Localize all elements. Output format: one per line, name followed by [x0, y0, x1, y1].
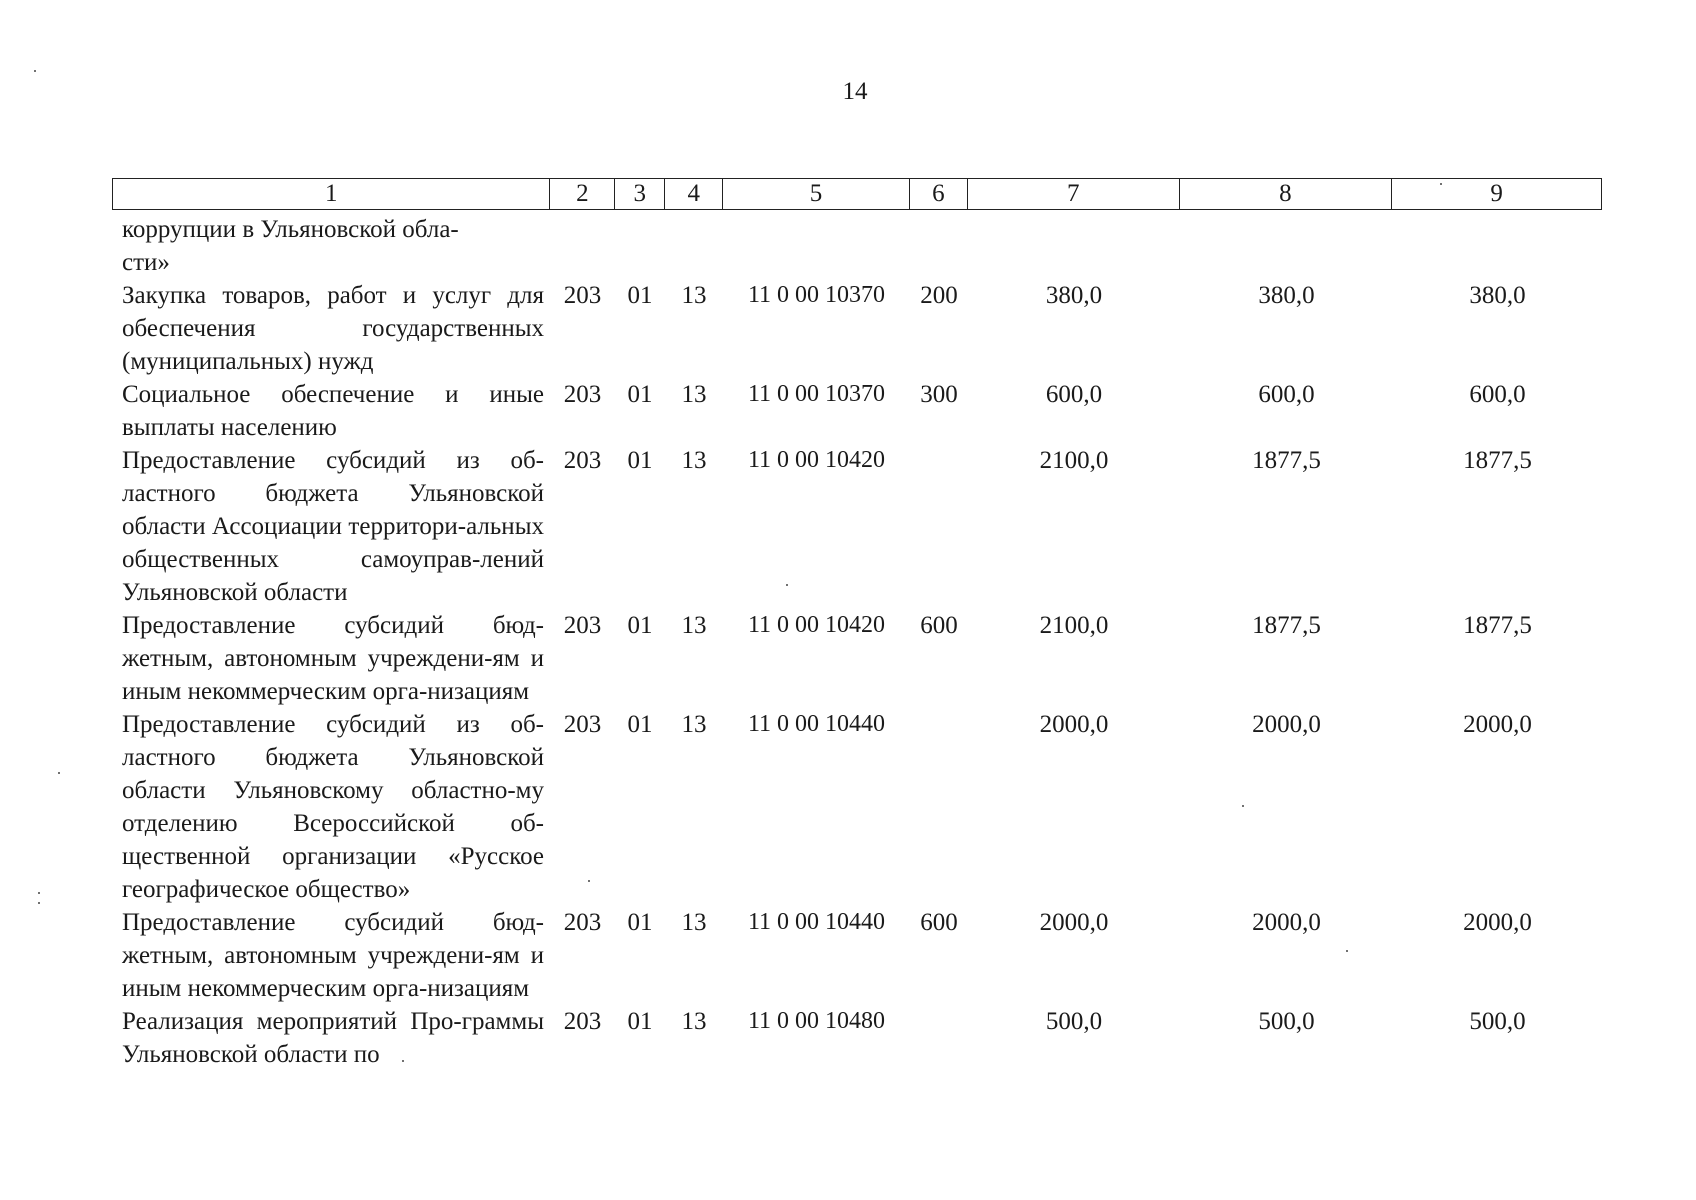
row-col-5 [723, 213, 910, 279]
row-description: Предоставление субсидий бюд-жетным, автономным учреждени-ям и иным некоммерческим орга-низациям [122, 612, 544, 705]
row-col-9: 1877,5 [1463, 612, 1532, 639]
row-col-6 [910, 213, 968, 279]
row-col-3: 01 [627, 612, 653, 639]
row-col-8: 2000,0 [1252, 711, 1321, 738]
header-col-3: 3 [615, 179, 665, 209]
row-col-9: 2000,0 [1463, 711, 1532, 738]
row-col-5: 11 0 00 10370 [747, 282, 886, 308]
row-col-6: 600 [920, 909, 958, 936]
row-col-8: 1877,5 [1252, 447, 1321, 474]
header-col-5: 5 [723, 179, 910, 209]
row-col-6: 300 [920, 381, 958, 408]
row-col-6: 600 [920, 612, 958, 639]
table-row [112, 444, 1602, 609]
scan-speck [38, 902, 40, 904]
row-col-7: 500,0 [1045, 1008, 1103, 1035]
row-col-2: 203 [563, 612, 602, 639]
row-col-3 [615, 213, 665, 279]
table-row [112, 708, 1602, 906]
row-col-9: 1877,5 [1463, 447, 1532, 474]
table-body [112, 213, 1602, 1071]
row-description: Предоставление субсидий из об-ластного бюджета Ульяновской области Ульяновскому областно-му отделению Всероссийской об-щественной организации «Русское географическое общество» [122, 711, 544, 903]
row-col-9 [1393, 213, 1602, 279]
row-col-5: 11 0 00 10440 [747, 711, 886, 737]
row-col-5: 11 0 00 10370 [747, 381, 886, 407]
row-col-2: 203 [563, 381, 602, 408]
row-col-3: 01 [627, 711, 653, 738]
scan-speck [402, 1060, 404, 1062]
row-col-7: 2100,0 [1039, 447, 1109, 474]
row-col-8 [1180, 213, 1393, 279]
page-number: 14 [842, 78, 868, 105]
scan-speck [1242, 805, 1244, 807]
row-col-2: 203 [563, 1008, 602, 1035]
row-col-4: 13 [681, 447, 707, 474]
table-row [112, 1005, 1602, 1071]
scan-speck [786, 584, 788, 586]
row-col-3: 01 [627, 1008, 653, 1035]
scan-speck [1440, 183, 1442, 185]
row-col-4: 13 [681, 612, 707, 639]
table-row [112, 906, 1602, 1005]
table-row [112, 279, 1602, 378]
table-row [112, 609, 1602, 708]
row-col-6 [910, 708, 968, 906]
row-col-5: 11 0 00 10420 [747, 447, 886, 473]
row-col-9: 2000,0 [1463, 909, 1532, 936]
row-col-2 [550, 213, 615, 279]
row-description: Предоставление субсидий из об-ластного бюджета Ульяновской области Ассоциации территори-альных общественных самоуправ-лений Ульяновской области [122, 447, 544, 606]
row-col-6 [910, 1005, 968, 1071]
scan-speck [58, 772, 60, 774]
header-col-8: 8 [1180, 179, 1393, 209]
table-row [112, 378, 1602, 444]
row-col-8: 1877,5 [1252, 612, 1321, 639]
row-col-2: 203 [563, 909, 602, 936]
header-col-9: 9 [1490, 180, 1503, 207]
table-header-row [112, 178, 1602, 210]
row-col-9: 380,0 [1469, 282, 1526, 309]
row-col-2: 203 [563, 447, 602, 474]
row-col-8: 500,0 [1258, 1008, 1315, 1035]
header-col-2: 2 [550, 179, 615, 209]
row-description: Предоставление субсидий бюд-жетным, автономным учреждени-ям и иным некоммерческим орга-низациям [122, 909, 544, 1002]
header-col-1: 1 [113, 179, 550, 209]
header-col-6: 6 [910, 179, 968, 209]
header-col-4: 4 [665, 179, 723, 209]
row-col-6 [910, 444, 968, 609]
row-col-7: 2000,0 [1039, 909, 1109, 936]
row-col-5: 11 0 00 10480 [747, 1008, 886, 1034]
scan-speck [588, 880, 590, 882]
row-col-2: 203 [563, 282, 602, 309]
row-col-4: 13 [681, 711, 707, 738]
row-description: Закупка товаров, работ и услуг для обеспечения государственных (муниципальных) нужд [122, 282, 544, 375]
row-col-4: 13 [681, 381, 707, 408]
header-col-7: 7 [968, 179, 1180, 209]
scan-speck [34, 70, 36, 72]
row-col-3: 01 [627, 282, 653, 309]
row-col-5: 11 0 00 10440 [747, 909, 886, 935]
row-col-8: 600,0 [1258, 381, 1315, 408]
row-col-3: 01 [627, 447, 653, 474]
row-col-5: 11 0 00 10420 [747, 612, 886, 638]
row-col-4: 13 [681, 1008, 707, 1035]
scan-speck [38, 892, 40, 894]
row-col-9: 600,0 [1469, 381, 1526, 408]
table-row [112, 213, 1602, 279]
row-description: Реализация мероприятий Про-граммы Ульяновской области по [122, 1008, 544, 1068]
row-col-9: 500,0 [1469, 1008, 1526, 1035]
row-col-3: 01 [627, 909, 653, 936]
row-col-7: 380,0 [1045, 282, 1103, 309]
row-col-2: 203 [563, 711, 602, 738]
row-col-6: 200 [920, 282, 958, 309]
row-col-4: 13 [681, 909, 707, 936]
row-col-3: 01 [627, 381, 653, 408]
row-col-7: 600,0 [1045, 381, 1103, 408]
row-col-8: 2000,0 [1252, 909, 1321, 936]
scan-speck [1346, 950, 1348, 952]
row-col-4 [665, 213, 723, 279]
row-col-7 [968, 213, 1180, 279]
row-description: коррупции в Ульяновской обла- сти» [122, 216, 459, 276]
row-col-8: 380,0 [1258, 282, 1315, 309]
row-description: Социальное обеспечение и иные выплаты населению [122, 381, 544, 441]
row-col-4: 13 [681, 282, 707, 309]
row-col-7: 2000,0 [1039, 711, 1109, 738]
row-col-7: 2100,0 [1039, 612, 1109, 639]
